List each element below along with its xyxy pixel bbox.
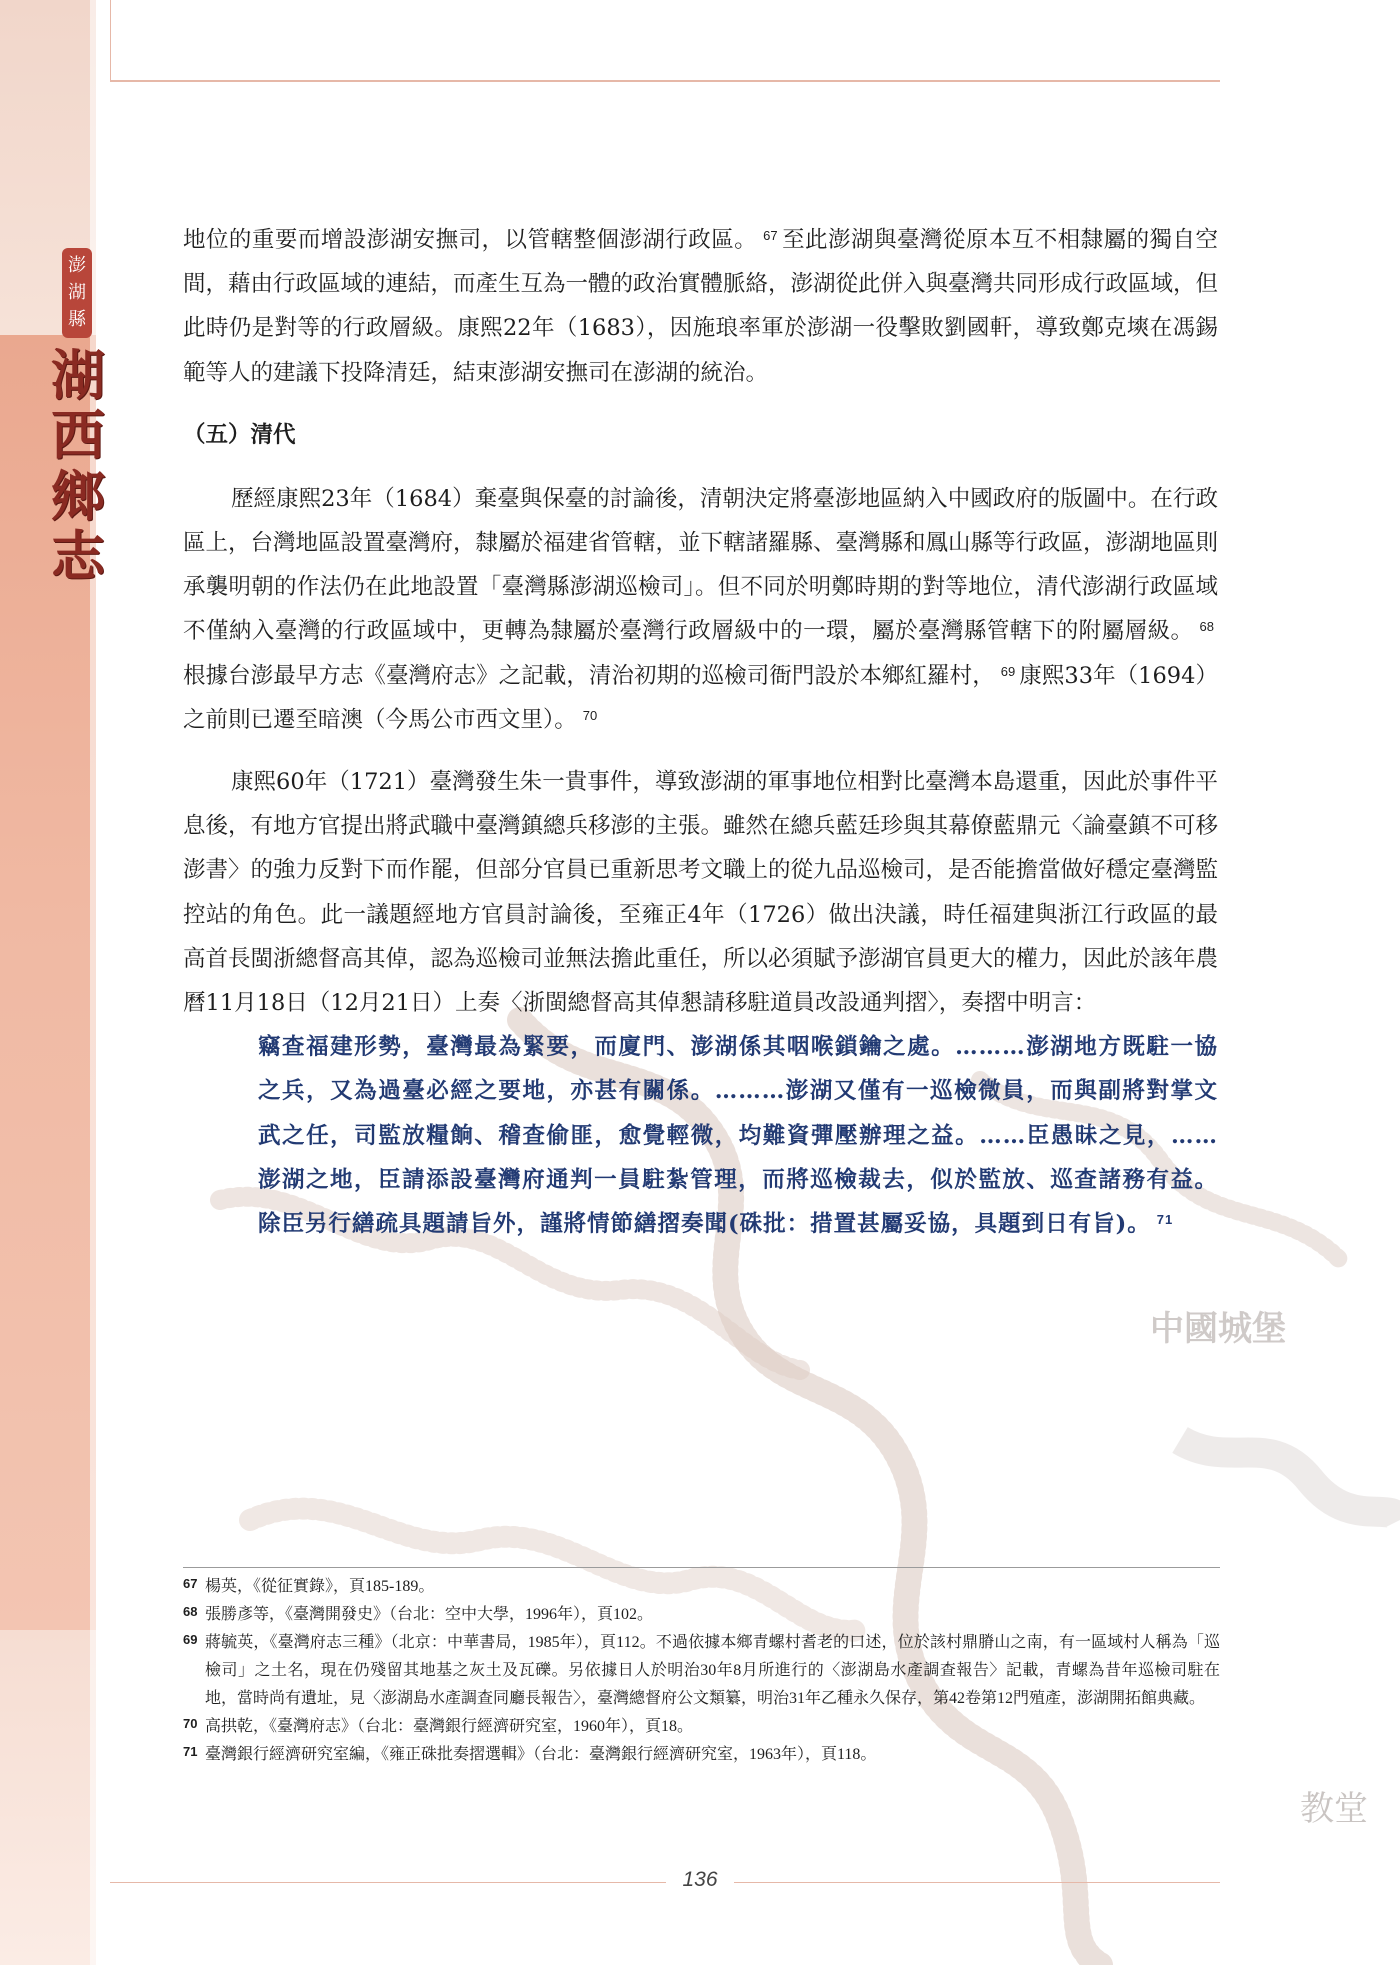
- footnote-ref[interactable]: 71: [1156, 1212, 1174, 1228]
- paragraph-3: 康熙60年（1721）臺灣發生朱一貴事件，導致澎湖的軍事地位相對比臺灣本島還重，因此於事件平息後，有地方官提出將武職中臺灣鎮總兵移澎的主張。雖然在總兵藍廷珍與其幕僚藍鼎元〈論臺鎮不可移澎書〉的強力反對下而作罷，但部分官員已重新思考文職上的從九品巡檢司，是否能擔當做好穩定臺灣監控站的角色。此一議題經地方官員討論後，至雍正4年（1726）做出決議，時任福建與浙江行政區的最高首長閩浙總督高其倬，認為巡檢司並無法擔此重任，所以必須賦予澎湖官員更大的權力，因此於該年農曆11月18日（12月21日）上奏〈浙閩總督高其倬懇請移駐道員改設通判摺〉，奏摺中明言：: [183, 769, 1219, 1017]
- footnote-number: 68: [183, 1604, 198, 1619]
- footnote-text: 楊英，《從征實錄》，頁185-189。: [205, 1578, 435, 1595]
- footnote-text: 臺灣銀行經濟研究室編，《雍正硃批奏摺選輯》（台北：臺灣銀行經濟研究室，1963年），頁118。: [205, 1746, 877, 1763]
- main-content: [183, 218, 1218, 1246]
- title-char: 西: [51, 403, 105, 468]
- title-char: 鄉: [51, 463, 105, 528]
- footnote-text: 張勝彥等，《臺灣開發史》（台北：空中大學，1996年），頁102。: [205, 1606, 654, 1623]
- header-vertical-rule: [110, 0, 111, 82]
- title-char: 志: [51, 524, 105, 589]
- paragraph-1: 地位的重要而增設澎湖安撫司，以管轄整個澎湖行政區。 $^{67}$ 至此澎湖與臺灣從原本互不相隸屬的獨自空間，藉由行政區域的連結，而產生互為一體的政治實體脈絡，澎湖從此併入與臺灣共同形成行政區域，但此時仍是對等的行政層級。康熙22年（1683），因施琅率軍於澎湖一役擊敗劉國軒，導致鄭克塽在馮錫範等人的建議下投降清廷，結束澎湖安撫司在澎湖的統治。: [183, 227, 1219, 386]
- footnote-item: [183, 1601, 1220, 1629]
- header-rule: [110, 80, 1220, 82]
- page-number: 136: [0, 1868, 1400, 1892]
- seal-char: 澎: [68, 254, 86, 276]
- footnote-ref[interactable]: 70: [582, 707, 598, 723]
- footnote-rule: [183, 1567, 1220, 1568]
- footnotes: [183, 1573, 1220, 1769]
- county-seal: [62, 248, 92, 338]
- seal-char: 縣: [68, 309, 86, 331]
- section-heading: （五）清代: [183, 421, 296, 448]
- footnote-number: 70: [183, 1716, 198, 1731]
- footnote-text: 高拱乾，《臺灣府志》（台北：臺灣銀行經濟研究室，1960年），頁18。: [205, 1718, 694, 1735]
- map-label-church: 教堂: [1300, 1789, 1368, 1829]
- seal-char: 湖: [68, 281, 86, 303]
- footnote-item: [183, 1573, 1220, 1601]
- footnote-item: [183, 1629, 1220, 1713]
- title-char: 湖: [51, 343, 105, 407]
- paragraph-2: 歷經康熙23年（1684）棄臺與保臺的討論後，清朝決定將臺澎地區納入中國政府的版圖中。在行政區上，台灣地區設置臺灣府，隸屬於福建省管轄，並下轄諸羅縣、臺灣縣和鳳山縣等行政區，澎湖地區則承襲明朝的作法仍在此地設置「臺灣縣澎湖巡檢司」。但不同於明鄭時期的對等地位，清代澎湖行政區域不僅納入臺灣的行政區域中，更轉為隸屬於臺灣行政層級中的一環，屬於臺灣縣管轄下的附屬層級。 $^{68}$根據台澎最早方志《臺灣府志》之記載，清治初期的巡檢司衙門設於本鄉紅羅村， $^{69}$ 康熙33年（1694）之前則已遷至暗澳（今馬公市西文里）。 $^{70}$: [183, 485, 1219, 733]
- map-label-castle: 中國城堡: [1150, 1309, 1286, 1349]
- footnote-text: 蔣毓英，《臺灣府志三種》（北京：中華書局，1985年），頁112。不過依據本鄉青螺村耆老的口述，位於該村鼎膌山之南，有一區域村人稱為「巡檢司」之土名，現在仍殘留其地基之灰土及瓦礫。另依據日人於明治30年8月所進行的〈澎湖島水產調查報告〉記載，青螺為昔年巡檢司駐在地，當時尚有遺址，見〈澎湖島水產調查同廳長報告〉，臺灣總督府公文類纂，明治31年乙種永久保存，第42卷第12門殖產，澎湖開拓館典藏。: [205, 1634, 1220, 1707]
- footnote-ref[interactable]: 68: [1199, 619, 1214, 635]
- footnote-ref[interactable]: 67: [763, 228, 778, 243]
- footnote-number: 67: [183, 1576, 198, 1591]
- footnote-number: 69: [183, 1632, 198, 1647]
- block-quote: 竊查福建形勢，臺灣最為緊要，而廈門、澎湖係其咽喉鎖鑰之處。………澎湖地方既駐一協之兵，又為過臺必經之要地，亦甚有關係。………澎湖又僅有一巡檢微員，而與副將對掌文武之任，司監放糧餉、稽查偷匪，愈覺輕微，均難資彈壓辦理之益。……臣愚昧之見，……澎湖之地，臣請添設臺灣府通判一員駐紮管理，而將巡檢裁去，似於監放、巡查諸務有益。除臣另行繕疏具題請旨外，謹將情節繕摺奏聞(硃批：措置甚屬妥協，具題到日有旨)。 $^{71}$: [258, 1034, 1218, 1238]
- footnote-ref[interactable]: 69: [1000, 663, 1016, 679]
- footnote-number: 71: [183, 1744, 198, 1759]
- footnote-item: [183, 1713, 1220, 1741]
- footnote-item: [183, 1741, 1220, 1769]
- book-title-vertical: [48, 345, 108, 587]
